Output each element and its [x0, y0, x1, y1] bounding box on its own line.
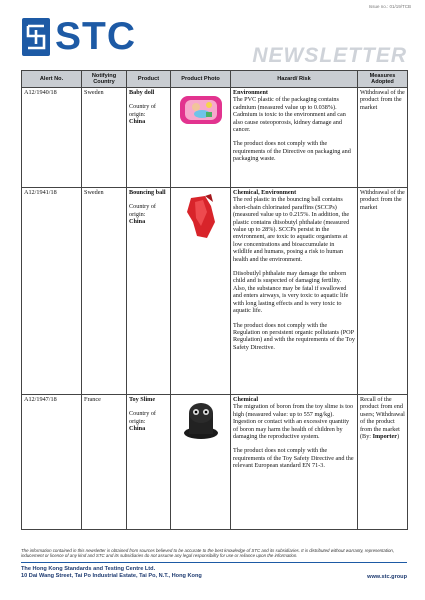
- alert-number: A12/1941/18: [22, 188, 82, 395]
- hazard-type: Environment: [233, 89, 268, 96]
- notifying-country: Sweden: [82, 88, 127, 188]
- alert-number: A12/1947/18: [22, 395, 82, 530]
- col-header-hazard: Hazard/ Risk: [231, 71, 358, 88]
- table-row: [22, 395, 408, 530]
- stc-logo-mark-icon: [22, 18, 50, 56]
- hazard-cell: [231, 395, 358, 530]
- company-address: 10 Dai Wang Street, Tai Po Industrial Estate, Tai Po, N.T., Hong Kong: [21, 573, 202, 580]
- col-header-country: Notifying Country: [82, 71, 127, 88]
- baby-doll-photo: [178, 92, 224, 126]
- origin-country: China: [129, 425, 146, 433]
- by-prefix: (By:: [360, 433, 373, 441]
- stc-logo: [22, 15, 142, 58]
- origin-label: Country of origin:: [129, 103, 156, 118]
- measures-adopted: Withdrawal of the product from the market: [358, 188, 408, 395]
- disclaimer-text: The information contained in this newsletter is obtained from sources believed to be accurate to the best knowledge of STC and its subsidiaries. It is distributed without warranty, representation, inducement or licence of any kind and STC and its subsidiaries do not assume any legal responsibility for use or reliance upon the information.: [21, 548, 395, 559]
- origin-label: Country of origin:: [129, 410, 156, 425]
- company-name: The Hong Kong Standards and Testing Centre Ltd.: [21, 566, 156, 572]
- measures-adopted: Recall of the product from end users; Withdrawal of the product from the market: [360, 396, 405, 433]
- origin-country: China: [129, 218, 146, 226]
- product-cell: [127, 188, 171, 395]
- issue-number: Issue no.: 01/19/TCB: [368, 4, 411, 9]
- by-name: Importer: [372, 433, 397, 441]
- newsletter-title: NEWSLETTER: [252, 44, 407, 67]
- hazard-compliance: The product does not comply with the Regulation on persistent organic pollutants (POP Regulation) and with the requirements of the Toy Safety Directive.: [233, 321, 355, 351]
- measures-by: [360, 433, 405, 440]
- product-name: Baby doll: [129, 89, 155, 96]
- toy-slime-photo: [181, 399, 221, 441]
- origin-country: China: [129, 118, 146, 126]
- hazard-description: The red plastic in the bouncing ball contains short-chain chlorinated paraffins (SCCPs) (measured value up to 0.215%. In addition, the plastic contains diisobutyl phthalate (measured value up to 28%). SCCPs persist in the environment, are toxic to aquatic organisms at low concentrations and bioaccumulate in wildlife and humans, posing a risk to human health and the environment.: [233, 196, 350, 263]
- hazard-health-effects: Diisobutlyl phthalate may damage the unborn child and is suspected of damaging fertility. Also, the substance may be fatal if swallowed and enters airways, is very toxic to aquatic life with long lasting effects and is very toxic to aquatic life.: [233, 270, 349, 315]
- product-name: Bouncing ball: [129, 189, 166, 196]
- product-photo-cell: [171, 88, 231, 188]
- hazard-compliance: The product does not comply with the requirements of the Toy Safety Directive and the relevant European standard EN 71-3.: [233, 447, 354, 470]
- product-cell: [127, 88, 171, 188]
- logo-text: STC: [55, 15, 136, 58]
- hazard-type: Chemical: [233, 396, 259, 403]
- product-photo-cell: [171, 395, 231, 530]
- table-row: [22, 188, 408, 395]
- measures-cell: [358, 395, 408, 530]
- col-header-photo: Product Photo: [171, 71, 231, 88]
- hazard-type: Chemical, Environment: [233, 189, 297, 196]
- product-photo-cell: [171, 188, 231, 395]
- col-header-product: Product: [127, 71, 171, 88]
- footer-address-block: [21, 566, 202, 580]
- col-header-measures: Measures Adopted: [358, 71, 408, 88]
- alert-number: A12/1940/18: [22, 88, 82, 188]
- notifying-country: Sweden: [82, 188, 127, 395]
- bouncing-ball-photo: [181, 192, 221, 242]
- measures-adopted: Withdrawal of the product from the market: [358, 88, 408, 188]
- notifying-country: France: [82, 395, 127, 530]
- hazard-compliance: The product does not comply with the requirements of the Directive on packaging and packaging waste.: [233, 140, 351, 163]
- website-link[interactable]: www.stc.group: [367, 574, 407, 580]
- product-name: Toy Slime: [129, 396, 156, 403]
- origin-label: Country of origin:: [129, 203, 156, 218]
- table-row: [22, 88, 408, 188]
- hazard-cell: [231, 188, 358, 395]
- col-header-alert: Alert No.: [22, 71, 82, 88]
- hazard-cell: [231, 88, 358, 188]
- hazard-description: The migration of boron from the toy slime is too high (measured value: up to 557 mg/kg). Ingestion or contact with an excessive quantity of boron may harm the health of children by damaging the reproductive system.: [233, 403, 354, 441]
- table-header-row: [22, 71, 408, 88]
- by-suffix: ): [396, 433, 400, 441]
- product-cell: [127, 395, 171, 530]
- hazard-description: The PVC plastic of the packaging contains cadmium (measured value up to 0.038%). Cadmium is toxic to the environment and can also cause osteoporosis, kidney damage and cancer.: [233, 96, 346, 134]
- footer-divider: [21, 562, 407, 563]
- alerts-table: [21, 70, 408, 530]
